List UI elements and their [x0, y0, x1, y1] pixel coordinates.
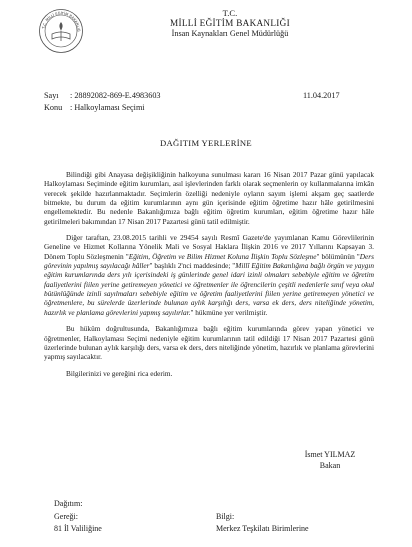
- sayi-label: Sayı: [44, 91, 59, 100]
- distribution-label: Dağıtım:: [54, 499, 83, 508]
- svg-text:T.C. MİLLİ EĞİTİM BAKANLIĞI: T.C. MİLLİ EĞİTİM BAKANLIĞ: [41, 11, 81, 32]
- signatory-name: İsmet YILMAZ: [304, 450, 356, 459]
- p2-text-c: " bölümünün ": [316, 251, 360, 261]
- header-directorate: İnsan Kaynakları Genel Müdürlüğü: [171, 29, 289, 38]
- paragraph-4: Bilgilerinizi ve gereğini rica ederim.: [66, 368, 173, 378]
- header-tc: T.C.: [222, 8, 238, 18]
- p2-quote-article: Millî Eğitim Bakanlığına bağlı örgün ve yaygın eğitim kurumlarında ders yılı içerisindeki iş günlerinde genel idari izinli olmaları sebebiyle eğitim ve öğretim faaliyetlerini fiilen yerine getiremeyen yönetici ve öğretmenler ile öğrencilerin çeşitli nedenlerle sınıf veya okul bütünlüğünde izinli sayılmaları sebebiyle eğitim ve öğretim faaliyetlerini fiilen yerine getiremeyen yönetici ve öğretmenlere, bu sürelerde üzerlerinde bulunan aylık karşılığı ders, varsa ek ders, ders niteliğinde yönetim, hazırlık ve planlama görevlerini yapmış sayılırlar.: [44, 261, 374, 317]
- ministry-logo-icon: [38, 8, 84, 54]
- gereg-value: 81 İl Valiliğine: [54, 524, 102, 533]
- bilgi-value: Merkez Teşkilatı Birimlerine: [216, 524, 309, 533]
- p2-text-g: " hükmüne yer verilmiştir.: [190, 307, 268, 317]
- distribution-title: DAĞITIM YERLERİNE: [160, 138, 252, 148]
- header-ministry: MİLLİ EĞİTİM BAKANLIĞI: [170, 18, 290, 28]
- bilgi-label: Bilgi:: [216, 512, 235, 521]
- sayi-value: : 28892082-869-E.4983603: [70, 91, 161, 100]
- p2-quote-heading: Ders görevinin yapılmış sayılacağı hâller: [44, 251, 374, 271]
- signatory-title: Bakan: [319, 461, 341, 470]
- letter-date: 11.04.2017: [303, 91, 340, 100]
- paragraph-3: Bu hüküm doğrultusunda, Bakanlığımıza bağlı eğitim kurumlarında görev yapan yönetici ve öğretmenler, Halkoylaması Seçimi nedeniyle eğitim kurumlarının tatil edildiği 17 Nisan 2017 Pazartesi günü üzerlerinde bulunan aylık karşılığı ders, varsa ek ders, ders niteliğinde yönetim, hazırlık ve planlama görevlerini yapmış sayılacaktır.: [44, 324, 374, 362]
- p2-text-a: Diğer taraftan, 23.08.2015 tarihli ve 29454 sayılı Resmî Gazete'de yayımlanan Kamu Görevlilerinin Geneline ve Hizmet Kollarına Yönelik Mali ve Sosyal Haklara İlişkin 2016 ve 2017 Yıllarını Kapsayan 3. Dönem Toplu Sözleşmenin ": [44, 233, 374, 261]
- p2-quote-title: Eğitim, Öğretim ve Bilim Hizmet Koluna İlişkin Toplu Sözleşme: [128, 251, 317, 261]
- letter-body: [44, 170, 374, 385]
- gereg-label: Gereği:: [54, 512, 78, 521]
- p2-text-e: " başlıklı 2'nci maddesinde; ": [149, 261, 236, 271]
- konu-label: Konu: [44, 103, 63, 112]
- konu-value: : Halkoylaması Seçimi: [70, 103, 145, 112]
- paragraph-2: [44, 233, 374, 317]
- paragraph-1: Bilindiği gibi Anayasa değişikliğinin halkoyuna sunulması kararı 16 Nisan 2017 Pazar günü yapılacak Halkoylaması Seçiminde eğitim kurumları, asıl işlevlerinden farklı olarak seçmenlerin oy kullanmalarına imkân verecek şekilde hazırlanmaktadır. Seçimlerin özelliği nedeniyle oyların sayım işlemi akşam geç saatlerde bitmekte, bu durum da eğitim kurumlarının aynı gün içerisinde eğitim öğretime hazır hâle getirilmesini engellemektedir. Bu nedenle Bakanlığımıza bağlı eğitim öğretim kurumları, eğitim öğretime hazır hâle getirilmeleri bakımından 17 Nisan 2017 Pazartesi günü tatil edilmiştir.: [44, 170, 374, 226]
